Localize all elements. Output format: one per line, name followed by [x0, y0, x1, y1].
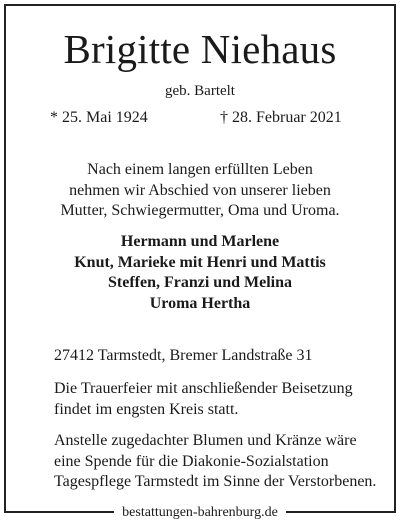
- mourners-list: [0, 232, 400, 314]
- farewell-line: Mutter, Schwiegermutter, Oma und Uroma.: [60, 202, 340, 219]
- ceremony-text: [54, 379, 394, 420]
- ceremony-line: Die Trauerfeier mit anschließender Beisetzung: [54, 380, 353, 397]
- birth-date: * 25. Mai 1924: [50, 109, 148, 126]
- footer-website-link[interactable]: bestattungen-bahrenburg.de: [114, 504, 286, 522]
- farewell-text: [0, 160, 400, 222]
- donation-line: Tagespflege Tarmstedt im Sinne der Verstorbenen.: [54, 473, 377, 490]
- donation-line: eine Spende für die Diakonie-Sozialstation: [54, 452, 329, 470]
- footer: [0, 503, 400, 522]
- ceremony-line: findet im engsten Kreis statt.: [54, 400, 239, 418]
- death-date: † 28. Februar 2021: [220, 109, 342, 126]
- mourner-line: Hermann und Marlene: [120, 233, 280, 250]
- farewell-line: Nach einem langen erfüllten Leben: [87, 161, 313, 178]
- donation-line: Anstelle zugedachter Blumen und Kränze wäre: [54, 432, 357, 449]
- mourner-line: Knut, Marieke mit Henri und Mattis: [74, 253, 326, 271]
- mourner-line: Steffen, Franzi und Melina: [108, 274, 292, 291]
- mourner-line: Uroma Hertha: [149, 294, 251, 312]
- address: 27412 Tarmstedt, Bremer Landstraße 31: [54, 347, 313, 364]
- deceased-name: Brigitte Niehaus: [63, 26, 337, 72]
- donation-text: [54, 431, 394, 493]
- maiden-name: geb. Bartelt: [165, 83, 235, 99]
- farewell-line: nehmen wir Abschied von unserer lieben: [69, 181, 331, 199]
